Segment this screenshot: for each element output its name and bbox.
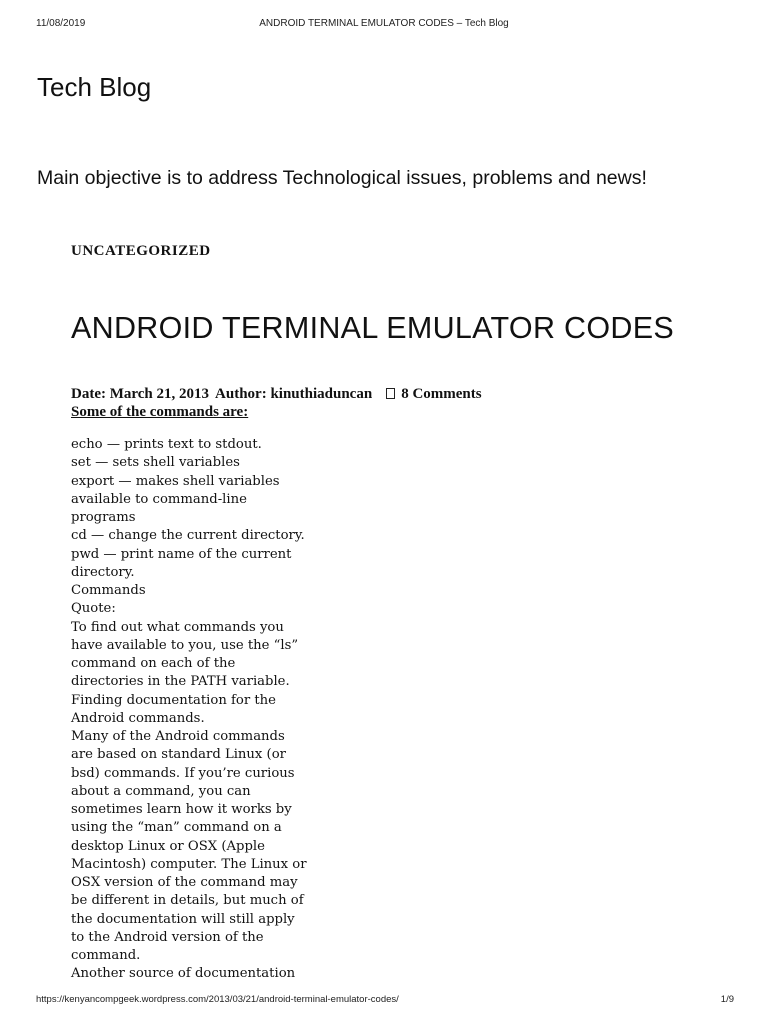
body-line: Finding documentation for the: [71, 692, 276, 708]
body-line: sometimes learn how it works by: [71, 802, 292, 817]
post-intro: Some of the commands are:: [71, 404, 249, 420]
body-line: Macintosh) computer. The Linux or: [71, 856, 307, 872]
body-line: Commands: [71, 583, 146, 598]
body-line: bsd) commands. If you’re curious: [71, 765, 295, 781]
body-line: command.: [71, 948, 141, 963]
body-line: To find out what commands you: [71, 619, 284, 635]
body-line: programs: [71, 510, 136, 525]
body-line: pwd — print name of the current: [71, 546, 292, 562]
body-line: set — sets shell variables: [71, 455, 240, 471]
body-line: echo — prints text to stdout.: [71, 437, 262, 452]
site-tagline: Main objective is to address Technological issues, problems and news!: [37, 167, 647, 189]
body-line: are based on standard Linux (or: [71, 747, 286, 763]
print-title: ANDROID TERMINAL EMULATOR CODES – Tech Blog: [259, 18, 509, 29]
body-line: Another source of documentation: [71, 966, 296, 982]
body-line: cd — change the current directory.: [71, 528, 305, 544]
body-line: OSX version of the command may: [71, 875, 298, 890]
post-body: [71, 436, 321, 984]
print-date: 11/08/2019: [36, 18, 86, 29]
body-line: Quote:: [71, 601, 116, 617]
body-line: the documentation will still apply: [71, 911, 295, 927]
comments-link[interactable]: 8 Comments: [401, 386, 482, 402]
body-line: Many of the Android commands: [71, 729, 285, 744]
body-line: have available to you, use the “ls”: [71, 637, 299, 653]
post-meta: [71, 386, 482, 403]
body-line: Android commands.: [71, 710, 205, 726]
body-line: using the “man” command on a: [71, 820, 282, 836]
body-line: to the Android version of the: [71, 929, 264, 945]
site-title[interactable]: Tech Blog: [37, 72, 152, 102]
body-line: export — makes shell variables: [71, 473, 280, 489]
body-line: command on each of the: [71, 656, 236, 671]
body-line: directories in the PATH variable.: [71, 674, 290, 690]
body-line: desktop Linux or OSX (Apple: [71, 838, 265, 854]
post-author[interactable]: Author: kinuthiaduncan: [215, 386, 373, 402]
body-line: directory.: [71, 564, 135, 580]
post-title: ANDROID TERMINAL EMULATOR CODES: [71, 311, 675, 345]
body-line: about a command, you can: [71, 783, 251, 799]
comment-icon: [386, 388, 395, 399]
category-link[interactable]: UNCATEGORIZED: [71, 243, 211, 259]
print-page-number: 1/9: [720, 994, 734, 1005]
body-line: be different in details, but much of: [71, 893, 304, 909]
post-date[interactable]: Date: March 21, 2013: [71, 386, 210, 402]
print-header: [0, 0, 768, 40]
body-line: available to command-line: [71, 491, 247, 507]
print-url: https://kenyancompgeek.wordpress.com/2013/03/21/android-terminal-emulator-codes/: [36, 994, 399, 1005]
